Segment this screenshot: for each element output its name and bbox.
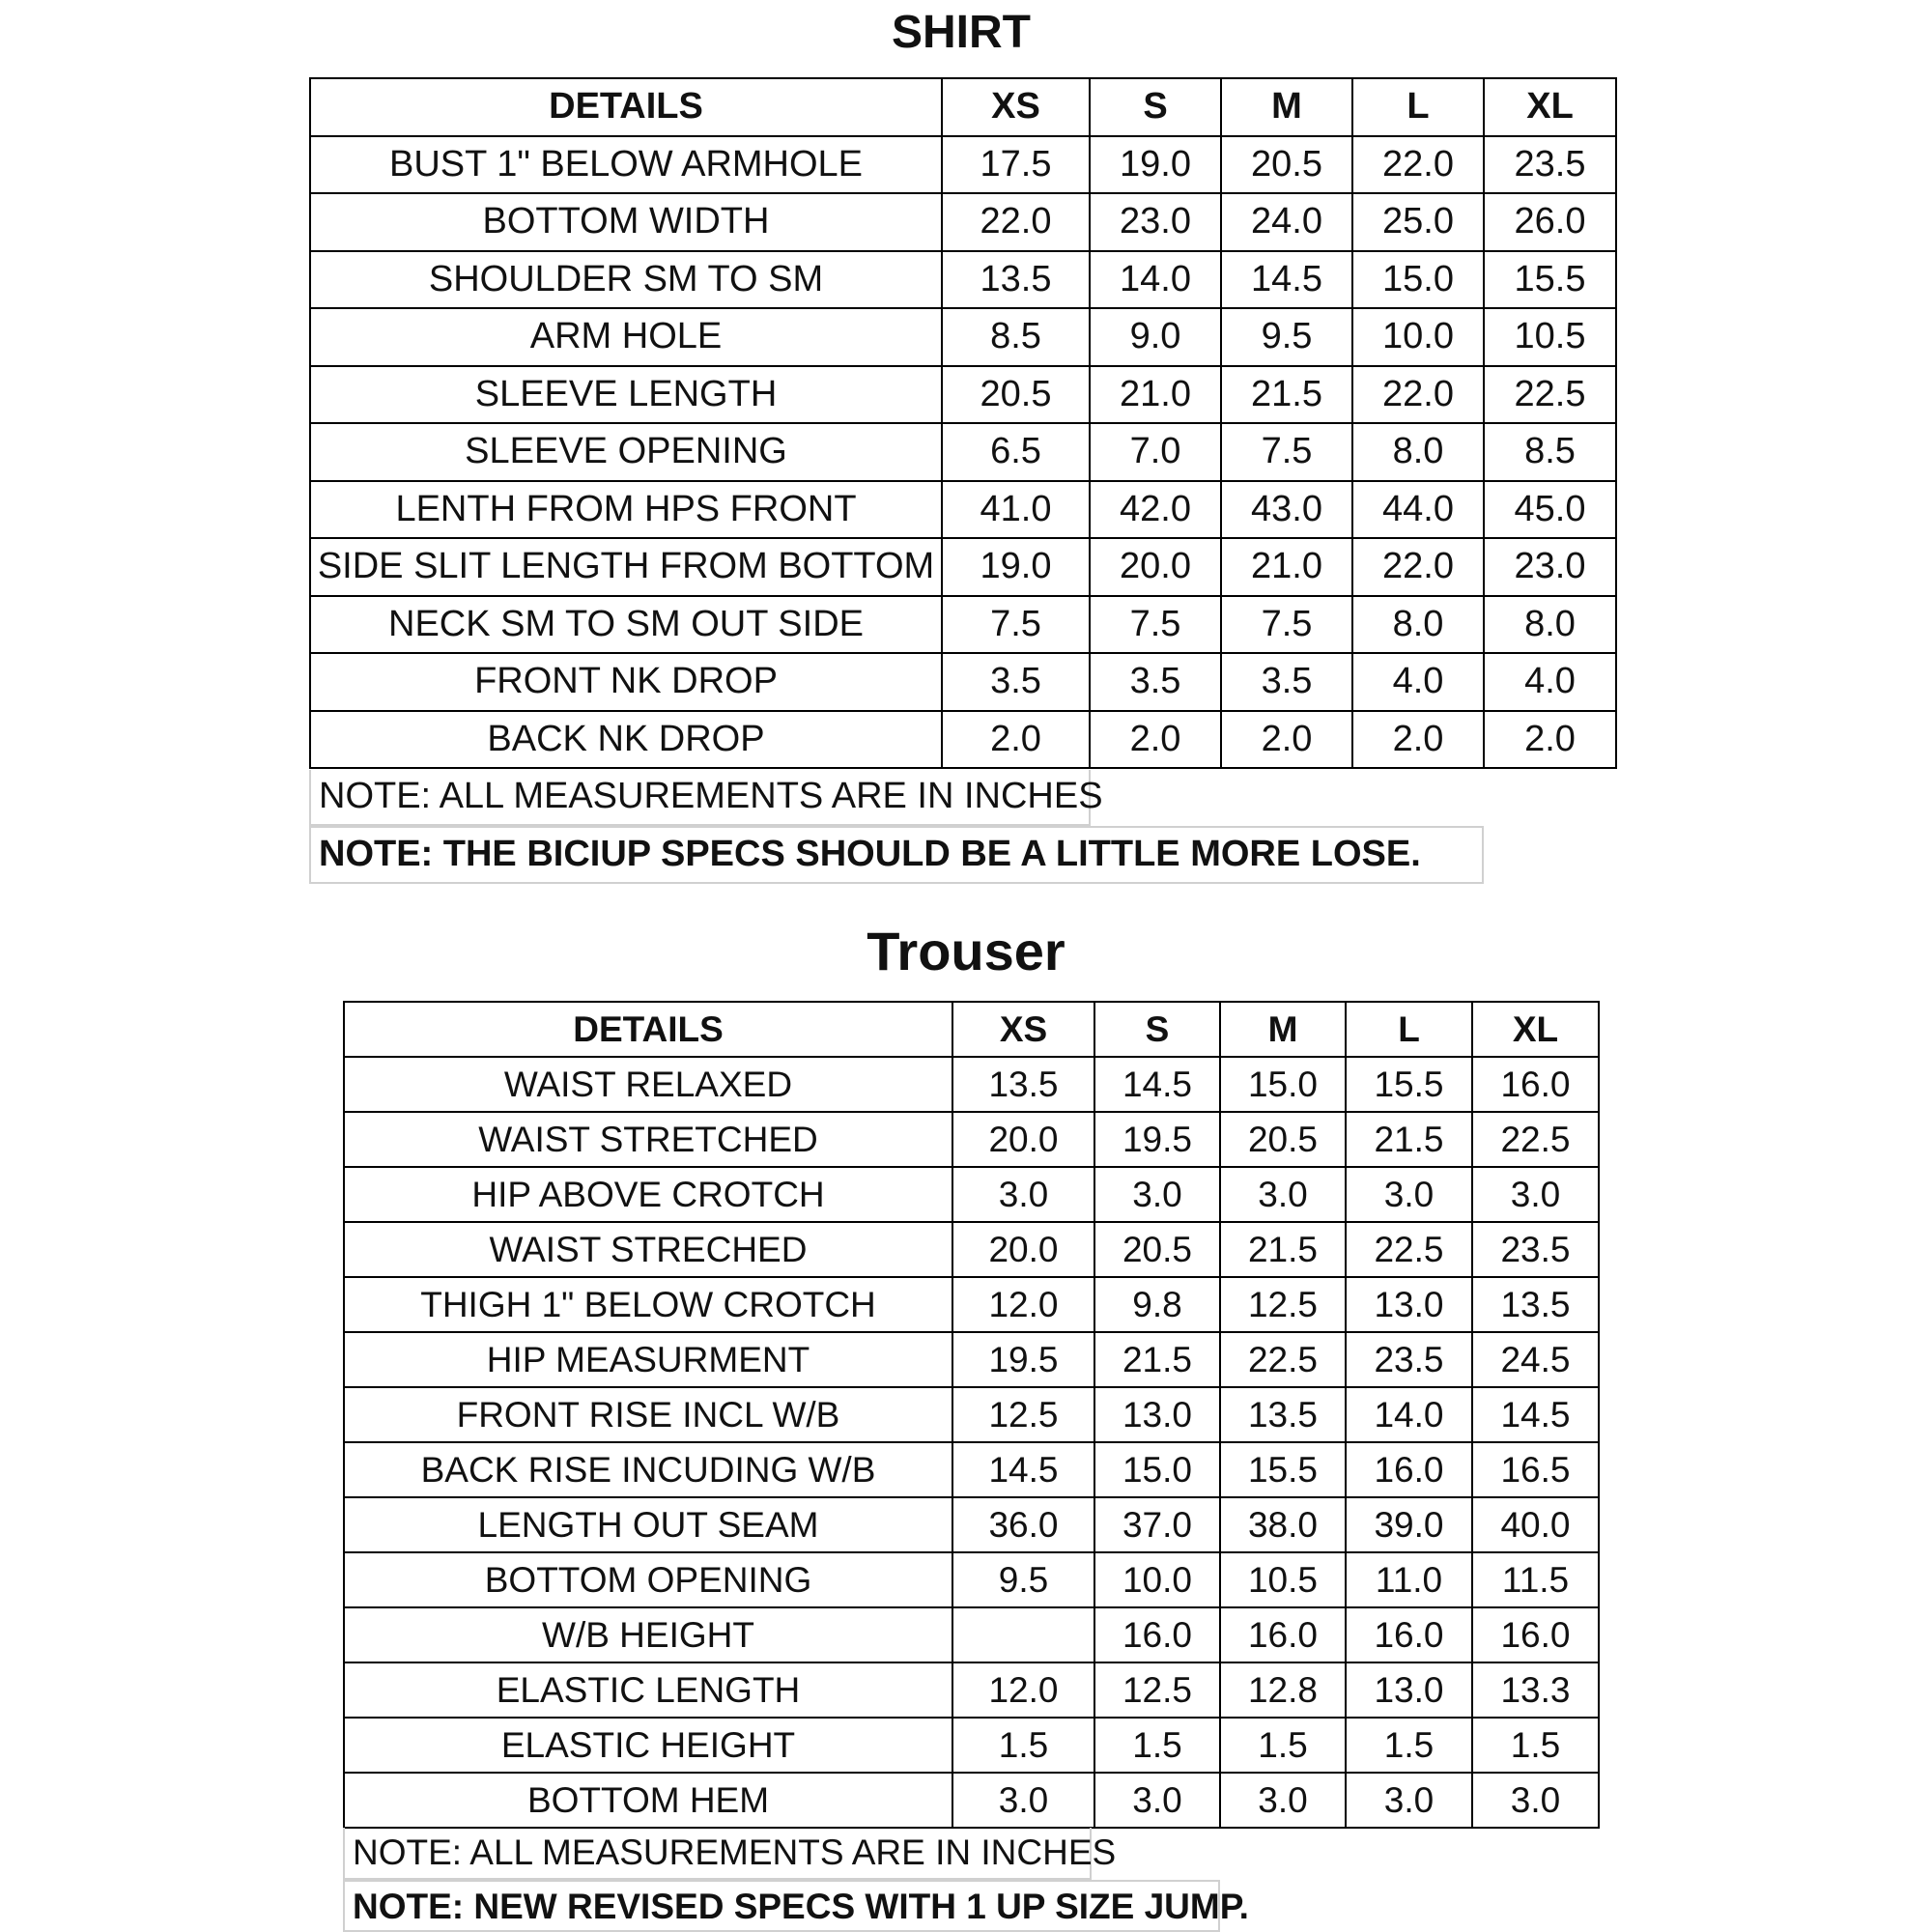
size-value-m: 7.5 xyxy=(1221,596,1352,654)
size-value-l: 15.5 xyxy=(1346,1057,1472,1112)
header-details: DETAILS xyxy=(310,78,942,136)
size-value-xl: 4.0 xyxy=(1484,653,1616,711)
size-value-s: 16.0 xyxy=(1094,1607,1220,1662)
size-value-l: 15.0 xyxy=(1352,251,1484,309)
row-label: ELASTIC HEIGHT xyxy=(344,1718,952,1773)
header-size-s: S xyxy=(1094,1002,1220,1057)
size-value-m: 13.5 xyxy=(1220,1387,1346,1442)
size-value-m: 12.8 xyxy=(1220,1662,1346,1718)
header-details: DETAILS xyxy=(344,1002,952,1057)
size-value-l: 22.0 xyxy=(1352,366,1484,424)
size-value-xs: 19.5 xyxy=(952,1332,1094,1387)
size-value-xl: 8.0 xyxy=(1484,596,1616,654)
table-row xyxy=(310,423,1616,481)
size-value-s: 3.0 xyxy=(1094,1773,1220,1828)
size-value-s: 7.0 xyxy=(1090,423,1221,481)
size-value-s: 14.5 xyxy=(1094,1057,1220,1112)
table-row xyxy=(310,308,1616,366)
size-value-xl: 22.5 xyxy=(1484,366,1616,424)
table-row xyxy=(310,251,1616,309)
size-value-xl: 13.3 xyxy=(1472,1662,1599,1718)
row-label: SLEEVE LENGTH xyxy=(310,366,942,424)
size-value-s: 10.0 xyxy=(1094,1552,1220,1607)
size-value-s: 23.0 xyxy=(1090,193,1221,251)
size-value-xs: 41.0 xyxy=(942,481,1090,539)
size-value-xs: 12.0 xyxy=(952,1662,1094,1718)
size-value-xs xyxy=(952,1607,1094,1662)
row-label: BACK RISE INCUDING W/B xyxy=(344,1442,952,1497)
size-value-xs: 17.5 xyxy=(942,136,1090,194)
header-size-xl: XL xyxy=(1472,1002,1599,1057)
table-row xyxy=(310,538,1616,596)
row-label: ARM HOLE xyxy=(310,308,942,366)
size-value-xl: 22.5 xyxy=(1472,1112,1599,1167)
size-value-xl: 23.5 xyxy=(1484,136,1616,194)
size-value-s: 42.0 xyxy=(1090,481,1221,539)
size-value-xl: 23.5 xyxy=(1472,1222,1599,1277)
size-value-s: 3.5 xyxy=(1090,653,1221,711)
size-value-xl: 3.0 xyxy=(1472,1773,1599,1828)
size-value-m: 20.5 xyxy=(1221,136,1352,194)
table-row xyxy=(310,653,1616,711)
row-label: WAIST RELAXED xyxy=(344,1057,952,1112)
size-value-l: 8.0 xyxy=(1352,596,1484,654)
size-value-s: 19.0 xyxy=(1090,136,1221,194)
size-value-s: 19.5 xyxy=(1094,1112,1220,1167)
table-row xyxy=(310,481,1616,539)
size-value-l: 22.5 xyxy=(1346,1222,1472,1277)
size-value-l: 23.5 xyxy=(1346,1332,1472,1387)
row-label: SLEEVE OPENING xyxy=(310,423,942,481)
size-value-xl: 16.5 xyxy=(1472,1442,1599,1497)
size-value-xs: 20.0 xyxy=(952,1112,1094,1167)
table-row xyxy=(344,1718,1599,1773)
size-value-s: 21.0 xyxy=(1090,366,1221,424)
trouser-title: Trouser xyxy=(867,921,1065,981)
size-value-m: 24.0 xyxy=(1221,193,1352,251)
size-value-s: 2.0 xyxy=(1090,711,1221,769)
header-size-m: M xyxy=(1220,1002,1346,1057)
size-value-s: 12.5 xyxy=(1094,1662,1220,1718)
size-value-m: 38.0 xyxy=(1220,1497,1346,1552)
size-value-l: 22.0 xyxy=(1352,538,1484,596)
size-value-m: 10.5 xyxy=(1220,1552,1346,1607)
size-value-m: 3.5 xyxy=(1221,653,1352,711)
shirt-units-note: NOTE: ALL MEASUREMENTS ARE IN INCHES xyxy=(309,770,1091,826)
shirt-title: SHIRT xyxy=(892,7,1031,58)
size-value-xs: 9.5 xyxy=(952,1552,1094,1607)
size-value-xs: 3.0 xyxy=(952,1773,1094,1828)
row-label: HIP ABOVE CROTCH xyxy=(344,1167,952,1222)
size-value-m: 20.5 xyxy=(1220,1112,1346,1167)
size-value-xl: 10.5 xyxy=(1484,308,1616,366)
row-label: FRONT NK DROP xyxy=(310,653,942,711)
size-value-xl: 3.0 xyxy=(1472,1167,1599,1222)
table-row xyxy=(344,1497,1599,1552)
size-value-m: 21.5 xyxy=(1220,1222,1346,1277)
row-label: BOTTOM WIDTH xyxy=(310,193,942,251)
size-value-xl: 8.5 xyxy=(1484,423,1616,481)
row-label: BACK NK DROP xyxy=(310,711,942,769)
size-value-xs: 19.0 xyxy=(942,538,1090,596)
table-row xyxy=(310,596,1616,654)
table-row xyxy=(310,711,1616,769)
size-value-xl: 14.5 xyxy=(1472,1387,1599,1442)
table-row xyxy=(344,1607,1599,1662)
size-value-l: 16.0 xyxy=(1346,1607,1472,1662)
size-value-m: 16.0 xyxy=(1220,1607,1346,1662)
size-value-l: 10.0 xyxy=(1352,308,1484,366)
size-value-xs: 13.5 xyxy=(952,1057,1094,1112)
size-value-xs: 14.5 xyxy=(952,1442,1094,1497)
size-value-l: 16.0 xyxy=(1346,1442,1472,1497)
table-row xyxy=(344,1277,1599,1332)
row-label: WAIST STRECHED xyxy=(344,1222,952,1277)
size-value-m: 14.5 xyxy=(1221,251,1352,309)
size-value-l: 13.0 xyxy=(1346,1662,1472,1718)
size-value-xs: 3.0 xyxy=(952,1167,1094,1222)
size-value-l: 14.0 xyxy=(1346,1387,1472,1442)
size-value-s: 1.5 xyxy=(1094,1718,1220,1773)
header-size-xs: XS xyxy=(952,1002,1094,1057)
table-row xyxy=(344,1442,1599,1497)
table-row xyxy=(344,1057,1599,1112)
size-value-l: 44.0 xyxy=(1352,481,1484,539)
size-value-xs: 7.5 xyxy=(942,596,1090,654)
size-value-s: 9.8 xyxy=(1094,1277,1220,1332)
size-value-xl: 15.5 xyxy=(1484,251,1616,309)
table-row xyxy=(310,136,1616,194)
trouser-size-table xyxy=(343,1001,1600,1829)
size-value-m: 7.5 xyxy=(1221,423,1352,481)
table-row xyxy=(344,1387,1599,1442)
size-value-xs: 2.0 xyxy=(942,711,1090,769)
table-row xyxy=(344,1332,1599,1387)
size-value-m: 1.5 xyxy=(1220,1718,1346,1773)
size-value-xl: 45.0 xyxy=(1484,481,1616,539)
shirt-bicep-note: NOTE: THE BICIUP SPECS SHOULD BE A LITTLE MORE LOSE. xyxy=(309,826,1484,884)
row-label: FRONT RISE INCL W/B xyxy=(344,1387,952,1442)
row-label: SIDE SLIT LENGTH FROM BOTTOM xyxy=(310,538,942,596)
size-value-l: 39.0 xyxy=(1346,1497,1472,1552)
size-value-m: 3.0 xyxy=(1220,1773,1346,1828)
size-value-l: 25.0 xyxy=(1352,193,1484,251)
size-value-xl: 40.0 xyxy=(1472,1497,1599,1552)
size-value-xs: 8.5 xyxy=(942,308,1090,366)
size-value-xs: 20.0 xyxy=(952,1222,1094,1277)
table-header-row xyxy=(310,78,1616,136)
size-value-xs: 20.5 xyxy=(942,366,1090,424)
size-value-s: 3.0 xyxy=(1094,1167,1220,1222)
header-size-l: L xyxy=(1346,1002,1472,1057)
row-label: WAIST STRETCHED xyxy=(344,1112,952,1167)
size-value-xs: 6.5 xyxy=(942,423,1090,481)
size-value-l: 8.0 xyxy=(1352,423,1484,481)
row-label: LENGTH OUT SEAM xyxy=(344,1497,952,1552)
size-value-xl: 23.0 xyxy=(1484,538,1616,596)
size-value-m: 21.5 xyxy=(1221,366,1352,424)
size-value-m: 2.0 xyxy=(1221,711,1352,769)
row-label: THIGH 1" BELOW CROTCH xyxy=(344,1277,952,1332)
header-size-xl: XL xyxy=(1484,78,1616,136)
size-value-l: 2.0 xyxy=(1352,711,1484,769)
row-label: LENTH FROM HPS FRONT xyxy=(310,481,942,539)
row-label: SHOULDER SM TO SM xyxy=(310,251,942,309)
row-label: BUST 1" BELOW ARMHOLE xyxy=(310,136,942,194)
header-size-s: S xyxy=(1090,78,1221,136)
table-row xyxy=(344,1773,1599,1828)
size-value-m: 21.0 xyxy=(1221,538,1352,596)
size-value-xl: 1.5 xyxy=(1472,1718,1599,1773)
header-size-m: M xyxy=(1221,78,1352,136)
size-value-s: 13.0 xyxy=(1094,1387,1220,1442)
size-value-l: 4.0 xyxy=(1352,653,1484,711)
table-row xyxy=(344,1552,1599,1607)
size-value-l: 3.0 xyxy=(1346,1167,1472,1222)
size-value-m: 22.5 xyxy=(1220,1332,1346,1387)
shirt-size-table xyxy=(309,77,1617,769)
size-value-xl: 16.0 xyxy=(1472,1607,1599,1662)
size-value-s: 7.5 xyxy=(1090,596,1221,654)
table-row xyxy=(344,1112,1599,1167)
header-size-xs: XS xyxy=(942,78,1090,136)
size-value-s: 20.5 xyxy=(1094,1222,1220,1277)
size-value-xl: 26.0 xyxy=(1484,193,1616,251)
size-value-s: 14.0 xyxy=(1090,251,1221,309)
size-value-xs: 3.5 xyxy=(942,653,1090,711)
row-label: BOTTOM HEM xyxy=(344,1773,952,1828)
row-label: W/B HEIGHT xyxy=(344,1607,952,1662)
row-label: NECK SM TO SM OUT SIDE xyxy=(310,596,942,654)
table-row xyxy=(310,193,1616,251)
row-label: ELASTIC LENGTH xyxy=(344,1662,952,1718)
size-value-s: 20.0 xyxy=(1090,538,1221,596)
table-header-row xyxy=(344,1002,1599,1057)
trouser-revision-note: NOTE: NEW REVISED SPECS WITH 1 UP SIZE JUMP. xyxy=(343,1880,1220,1932)
table-row xyxy=(344,1167,1599,1222)
size-value-xl: 2.0 xyxy=(1484,711,1616,769)
size-value-xs: 22.0 xyxy=(942,193,1090,251)
row-label: HIP MEASURMENT xyxy=(344,1332,952,1387)
table-row xyxy=(310,366,1616,424)
size-value-xs: 1.5 xyxy=(952,1718,1094,1773)
size-value-s: 21.5 xyxy=(1094,1332,1220,1387)
size-value-s: 37.0 xyxy=(1094,1497,1220,1552)
size-value-s: 15.0 xyxy=(1094,1442,1220,1497)
size-value-m: 9.5 xyxy=(1221,308,1352,366)
size-value-xl: 16.0 xyxy=(1472,1057,1599,1112)
size-value-m: 15.5 xyxy=(1220,1442,1346,1497)
size-value-m: 43.0 xyxy=(1221,481,1352,539)
trouser-units-note: NOTE: ALL MEASUREMENTS ARE IN INCHES xyxy=(343,1828,1092,1880)
size-value-m: 3.0 xyxy=(1220,1167,1346,1222)
size-value-m: 12.5 xyxy=(1220,1277,1346,1332)
size-value-l: 13.0 xyxy=(1346,1277,1472,1332)
size-value-xs: 13.5 xyxy=(942,251,1090,309)
size-value-s: 9.0 xyxy=(1090,308,1221,366)
size-value-m: 15.0 xyxy=(1220,1057,1346,1112)
size-value-l: 3.0 xyxy=(1346,1773,1472,1828)
size-value-xl: 11.5 xyxy=(1472,1552,1599,1607)
size-value-xl: 24.5 xyxy=(1472,1332,1599,1387)
size-value-l: 1.5 xyxy=(1346,1718,1472,1773)
size-value-l: 22.0 xyxy=(1352,136,1484,194)
size-value-l: 21.5 xyxy=(1346,1112,1472,1167)
table-row xyxy=(344,1222,1599,1277)
size-value-xs: 12.0 xyxy=(952,1277,1094,1332)
size-value-l: 11.0 xyxy=(1346,1552,1472,1607)
size-value-xs: 12.5 xyxy=(952,1387,1094,1442)
table-row xyxy=(344,1662,1599,1718)
header-size-l: L xyxy=(1352,78,1484,136)
row-label: BOTTOM OPENING xyxy=(344,1552,952,1607)
size-value-xl: 13.5 xyxy=(1472,1277,1599,1332)
size-value-xs: 36.0 xyxy=(952,1497,1094,1552)
